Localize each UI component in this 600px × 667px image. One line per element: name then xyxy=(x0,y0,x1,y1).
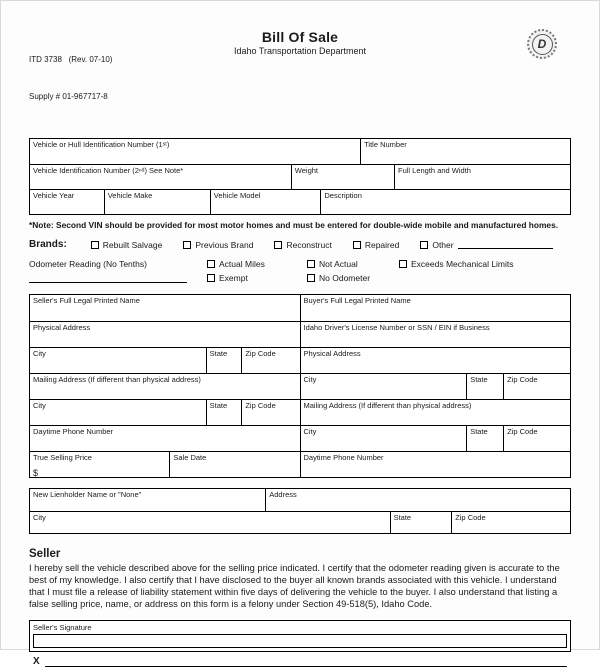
field-label: Zip Code xyxy=(507,427,538,437)
brand-option-reconstruct xyxy=(274,240,331,250)
field-label: Full Length and Width xyxy=(398,166,471,176)
table-row xyxy=(301,295,571,321)
field-length-width[interactable] xyxy=(394,165,570,189)
table-row xyxy=(301,451,571,477)
seller-signature-box xyxy=(29,620,571,652)
signature-x-row xyxy=(29,656,571,667)
field-buyer-physical-address[interactable] xyxy=(301,348,571,373)
field-buyer-license-number[interactable] xyxy=(301,322,571,347)
checkbox-label: Exempt xyxy=(219,273,248,284)
table-row xyxy=(30,189,570,214)
field-label: Mailing Address (If different than physical address) xyxy=(33,375,201,385)
repaired-checkbox[interactable] xyxy=(353,241,361,249)
field-vehicle-year[interactable] xyxy=(30,190,104,214)
field-label: Vehicle Model xyxy=(213,191,261,201)
field-seller-mailing-city[interactable] xyxy=(30,400,206,425)
odometer-label: Odometer Reading (No Tenths) xyxy=(29,259,147,270)
odometer-reading-block xyxy=(29,259,199,283)
field-label: City xyxy=(33,513,46,523)
odometer-section xyxy=(29,259,571,283)
table-row xyxy=(30,321,300,347)
brand-option-rebuilt-salvage xyxy=(91,240,163,250)
field-label: State xyxy=(470,375,488,385)
field-label: Idaho Driver's License Number or SSN / EIN if Business xyxy=(303,323,490,333)
odometer-option-exceeds-mechanical-limits xyxy=(399,259,514,269)
field-label: Vehicle or Hull Identification Number (1ˢᵗ) xyxy=(33,140,170,150)
field-label: Physical Address xyxy=(303,349,361,359)
field-buyer-mailing-city[interactable] xyxy=(301,426,467,451)
header-logo-area xyxy=(421,29,571,59)
field-description[interactable] xyxy=(320,190,570,214)
brand-option-other xyxy=(420,240,552,250)
field-label: Zip Code xyxy=(507,375,538,385)
other-brand-input-line[interactable] xyxy=(458,240,553,249)
odometer-grid-spacer xyxy=(399,273,514,283)
brand-option-previous-brand xyxy=(183,240,253,250)
field-label: Daytime Phone Number xyxy=(303,453,384,463)
odometer-reading-input-line[interactable] xyxy=(29,269,187,283)
field-label: Seller's Full Legal Printed Name xyxy=(33,296,140,306)
table-row xyxy=(30,164,570,189)
other-brand-checkbox[interactable] xyxy=(420,241,428,249)
field-buyer-phone[interactable] xyxy=(301,452,571,477)
field-label: City xyxy=(303,427,317,437)
field-label: Vehicle Year xyxy=(33,191,75,201)
seller-column xyxy=(30,295,301,477)
itd-seal-icon xyxy=(527,29,557,59)
field-label: City xyxy=(303,375,317,385)
checkbox-label: No Odometer xyxy=(319,273,371,284)
field-label: Vehicle Make xyxy=(107,191,153,201)
field-vehicle-make[interactable] xyxy=(104,190,210,214)
odometer-option-actual-miles xyxy=(207,259,307,269)
field-buyer-mailing-state[interactable] xyxy=(466,426,503,451)
form-title: Bill Of Sale xyxy=(261,29,339,45)
field-label: City xyxy=(33,401,46,411)
form-number: ITD 3738 (Rev. 07-10) xyxy=(29,54,113,64)
table-row xyxy=(301,399,571,425)
form-header xyxy=(29,29,571,128)
table-row xyxy=(301,321,571,347)
seller-certification-text: I hereby sell the vehicle described above for the selling price indicated. I certify that the odometer reading given is accurate to the best of my knowledge. I also certify that I have disclosed to the buyer all known brands associated with this vehicle. I understand that I must file a release of liability statement within five days of delivering the vehicle to the buyer. I also understand that listing a false selling price, name, or address on this form is a felony under Section 49-518(5), Idaho Code. xyxy=(29,563,560,610)
field-label: State xyxy=(393,513,412,523)
field-buyer-mailing-address[interactable] xyxy=(301,400,571,425)
field-label: New Lienholder Name or "None" xyxy=(33,490,142,500)
field-sale-date[interactable] xyxy=(169,452,299,477)
field-true-selling-price[interactable] xyxy=(30,452,169,477)
previous-brand-checkbox[interactable] xyxy=(183,241,191,249)
field-buyer-state[interactable] xyxy=(466,374,503,399)
lienholder-table xyxy=(29,488,571,534)
field-buyer-city[interactable] xyxy=(301,374,467,399)
field-buyer-name[interactable] xyxy=(301,295,571,321)
table-row xyxy=(30,347,300,373)
table-row xyxy=(30,139,570,164)
table-row xyxy=(30,451,300,477)
odometer-option-no-odometer xyxy=(307,273,399,283)
rebuilt-salvage-checkbox[interactable] xyxy=(91,241,99,249)
field-title-number[interactable] xyxy=(360,139,570,164)
field-label: State xyxy=(470,427,488,437)
checkbox-label: Actual Miles xyxy=(219,259,265,270)
odometer-option-exempt xyxy=(207,273,307,283)
seller-buyer-table xyxy=(29,294,571,478)
actual-miles-checkbox[interactable] xyxy=(207,260,215,268)
table-row xyxy=(301,347,571,373)
table-row xyxy=(30,511,570,533)
field-label: Zip Code xyxy=(245,349,276,359)
table-row xyxy=(30,399,300,425)
field-lienholder-address[interactable] xyxy=(265,489,570,511)
field-seller-zip[interactable] xyxy=(241,348,299,373)
form-subtitle: Idaho Transportation Department xyxy=(233,46,367,56)
field-vin2[interactable] xyxy=(30,165,291,189)
table-row xyxy=(30,295,300,321)
field-label: City xyxy=(33,349,46,359)
field-label: Sale Date xyxy=(173,453,207,463)
field-label: Description xyxy=(324,191,362,201)
brand-option-repaired xyxy=(353,240,400,250)
brands-label: Brands: xyxy=(29,239,67,251)
vin-note: *Note: Second VIN should be provided for most motor homes and must be entered for double-wide mobile and manufactured homes. xyxy=(29,220,559,231)
buyer-column xyxy=(301,295,571,477)
field-seller-mailing-zip[interactable] xyxy=(241,400,299,425)
brands-section xyxy=(29,239,571,250)
field-label: Physical Address xyxy=(33,323,91,333)
field-label: Zip Code xyxy=(455,513,486,523)
no-odometer-checkbox[interactable] xyxy=(307,274,315,282)
signature-line[interactable] xyxy=(45,656,567,667)
field-vehicle-model[interactable] xyxy=(210,190,321,214)
field-label: Title Number xyxy=(364,140,407,150)
field-seller-mailing-state[interactable] xyxy=(206,400,242,425)
field-lienholder-state[interactable] xyxy=(390,512,452,533)
checkbox-label: Exceeds Mechanical Limits xyxy=(411,259,514,270)
form-id-block xyxy=(29,29,179,128)
table-row xyxy=(30,489,570,511)
field-label: True Selling Price xyxy=(33,453,92,463)
table-row xyxy=(30,425,300,451)
field-label: Daytime Phone Number xyxy=(33,427,114,437)
field-seller-state[interactable] xyxy=(206,348,242,373)
dollar-sign: $ xyxy=(33,467,39,478)
signature-field[interactable] xyxy=(33,634,567,648)
checkbox-label: Reconstruct xyxy=(286,239,332,250)
field-label: State xyxy=(209,401,228,411)
checkbox-label: Other xyxy=(432,239,454,250)
reconstruct-checkbox[interactable] xyxy=(274,241,282,249)
field-seller-physical-address[interactable] xyxy=(30,322,300,347)
checkbox-label: Repaired xyxy=(364,239,400,250)
field-seller-city[interactable] xyxy=(30,348,206,373)
not-actual-checkbox[interactable] xyxy=(307,260,315,268)
table-row xyxy=(30,373,300,399)
field-seller-name[interactable] xyxy=(30,295,300,321)
odometer-option-not-actual xyxy=(307,259,399,269)
signature-x-mark: X xyxy=(33,656,40,667)
field-label: Address xyxy=(269,490,297,500)
odometer-options xyxy=(207,259,514,283)
checkbox-label: Not Actual xyxy=(319,259,358,270)
field-buyer-mailing-zip[interactable] xyxy=(503,426,570,451)
field-hull-id-number[interactable] xyxy=(30,139,360,164)
checkbox-label: Previous Brand xyxy=(195,239,254,250)
field-seller-mailing-address[interactable] xyxy=(30,374,300,399)
field-label: Mailing Address (If different than physical address) xyxy=(303,401,472,411)
exempt-checkbox[interactable] xyxy=(207,274,215,282)
field-weight[interactable] xyxy=(291,165,394,189)
field-buyer-zip[interactable] xyxy=(503,374,570,399)
supply-number: Supply # 01-967717-8 xyxy=(29,91,108,101)
field-label: Buyer's Full Legal Printed Name xyxy=(303,296,411,306)
vehicle-info-table xyxy=(29,138,571,215)
field-lienholder-city[interactable] xyxy=(30,512,390,533)
field-lienholder-zip[interactable] xyxy=(451,512,570,533)
field-seller-phone[interactable] xyxy=(30,426,300,451)
exceeds-mechanical-limits-checkbox[interactable] xyxy=(399,260,407,268)
signature-label: Seller's Signature xyxy=(33,623,92,633)
field-label: State xyxy=(209,349,228,359)
seller-section-heading: Seller xyxy=(29,548,61,561)
field-label: Weight xyxy=(294,166,319,176)
checkbox-label: Rebuilt Salvage xyxy=(102,239,163,250)
field-lienholder-name[interactable] xyxy=(30,489,265,511)
field-label: Zip Code xyxy=(245,401,276,411)
field-label: Vehicle Identification Number (2ⁿᵈ) See Note* xyxy=(33,166,184,176)
table-row xyxy=(301,425,571,451)
form-title-block xyxy=(179,29,421,56)
itd-seal-letter: D xyxy=(532,34,553,55)
table-row xyxy=(301,373,571,399)
